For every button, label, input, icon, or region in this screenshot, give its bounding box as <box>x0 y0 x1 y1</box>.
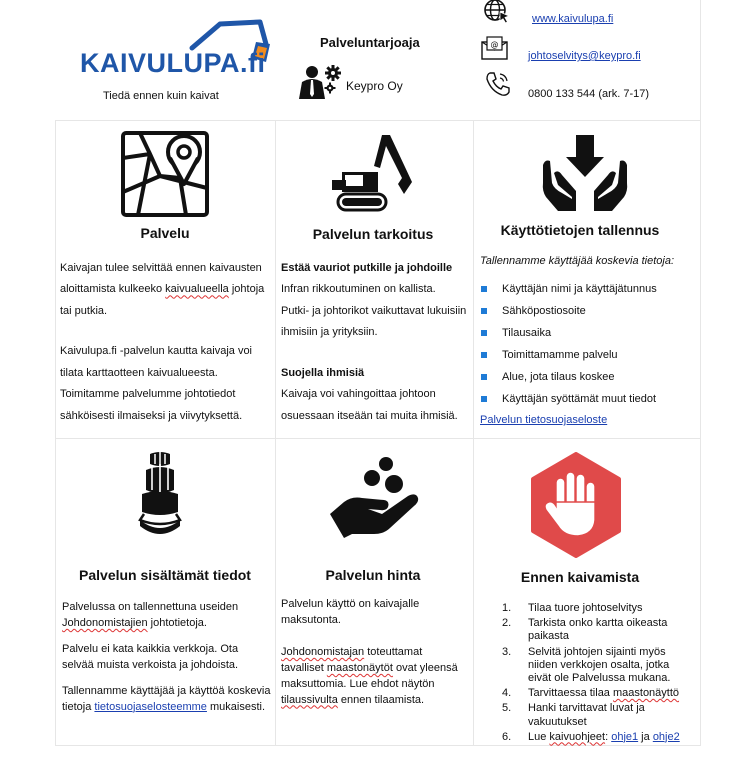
list-item <box>502 602 682 615</box>
step-text: Tarkista onko kartta oikeasta paikasta <box>528 617 668 643</box>
map-icon <box>120 128 210 223</box>
sisalto-p3a: Tallennamme käyttäjää ja käyttöä koskevia tietoja <box>62 684 271 713</box>
list-item <box>502 702 682 728</box>
tietosuojaselosteemme-link[interactable]: tietosuojaselosteemme <box>94 700 207 713</box>
hinta-p2e: tilaussivulta <box>281 693 338 706</box>
hinta-p1: Palvelun käyttö on kaivajalle maksutonta. <box>281 598 420 626</box>
globe-icon <box>483 0 511 29</box>
tarkoitus-h1: Estää vauriot putkille ja johdoille <box>281 262 453 274</box>
hinta-p2c: maastonäytöt <box>326 661 393 674</box>
palvelu-text <box>60 258 270 427</box>
tietosuojaseloste-link[interactable]: Palvelun tietosuojaseloste <box>480 414 608 426</box>
tagline: Tiedä ennen kuin kaivat <box>103 90 219 102</box>
palvelu-p2: Kaivulupa.fi -palvelun kautta kaivaja voi tilata karttaotteen kaivualueesta. Toimitamme palvelumme johtotiedot sähköisesti ilmaiseksi ja viivytyksettä. <box>60 345 253 422</box>
phone-number: 0800 133 544 (ark. 7-17) <box>528 88 650 100</box>
step-text-b: maastonäyttö <box>612 687 680 700</box>
tallennus-intro: Tallennamme käyttäjää koskevia tietoja: <box>480 255 675 267</box>
tallennus-title: Käyttötietojen tallennus <box>500 222 660 238</box>
palvelu-p1c: johtoja tai putkia. <box>60 283 265 317</box>
svg-text:@: @ <box>490 40 499 49</box>
list-item: Käyttäjän syöttämät muut tiedot <box>480 388 690 410</box>
tarkoitus-title: Palvelun tarkoitus <box>312 226 434 242</box>
tarkoitus-text <box>281 258 471 427</box>
tallennus-list <box>480 278 690 410</box>
logo <box>80 18 270 78</box>
hands-down-arrow-icon <box>540 135 630 216</box>
palvelu-p1a: Kaivajan tulee selvittää ennen kaivausten aloittamista kulkeeko <box>60 262 262 296</box>
provider-name: Keypro Oy <box>346 79 403 93</box>
list-item: Sähköpostiosoite <box>480 300 690 322</box>
tarkoitus-p2: Kaivaja voi vahingoittaa johtoon osuessaan itseään tai muita ihmisiä. <box>281 388 458 422</box>
sisalto-p1c: johtotietoja. <box>147 616 207 629</box>
provider-icon <box>296 64 342 100</box>
list-number: 3. <box>502 645 512 658</box>
provider-title: Palveluntarjoaja <box>320 35 420 50</box>
sisalto-title: Palvelun sisältämät tiedot <box>79 567 251 583</box>
list-number: 1. <box>502 602 512 614</box>
palvelu-title: Palvelu <box>140 225 190 241</box>
email-link[interactable]: johtoselvitys@keypro.fi <box>528 50 641 62</box>
list-item <box>502 731 682 744</box>
ohje2-link[interactable]: ohje2 <box>652 730 680 743</box>
step-and: ja <box>638 730 653 743</box>
step-text: Selvitä johtojen sijainti myös niiden verkkojen osalta, jotka eivät ole Palvelussa mukana. <box>528 645 671 684</box>
email-icon <box>481 36 509 65</box>
hinta-p2f: ennen tilaamista. <box>337 693 425 706</box>
list-item <box>502 646 682 686</box>
tarkoitus-p1b: Putki- ja johtorikot vaikuttavat lukuisiin ihmisiin ja yrityksiin. <box>281 304 467 339</box>
list-item: Alue, jota tilaus koskee <box>480 366 690 388</box>
list-number: 6. <box>502 730 512 743</box>
cable-icon <box>130 450 190 545</box>
hinta-text <box>281 597 466 709</box>
hinta-title: Palvelun hinta <box>325 567 421 583</box>
sisalto-p3c: mukaisesti. <box>206 700 266 713</box>
sisalto-p1a: Palvelussa on tallennettuna useiden <box>62 601 239 613</box>
list-number: 2. <box>502 617 512 630</box>
hinta-p2a: Johdonomistajan <box>281 645 365 658</box>
kaivuohjeet-text: kaivuohjeet <box>549 730 606 743</box>
palvelu-p1b: kaivualueella <box>165 283 229 296</box>
list-item: Toimittamamme palvelu <box>480 344 690 366</box>
stop-hand-icon <box>528 452 624 563</box>
list-item <box>502 617 682 643</box>
ohje1-link[interactable]: ohje1 <box>611 730 639 743</box>
excavator-icon <box>328 132 418 219</box>
step-sep: : <box>605 730 612 743</box>
sisalto-p2: Palvelu ei kata kaikkia verkkoja. Ota selvää muista verkoista ja johdoista. <box>62 642 239 671</box>
website-link[interactable]: www.kaivulupa.fi <box>532 13 614 25</box>
tarkoitus-h2: Suojella ihmisiä <box>281 366 365 379</box>
ennen-list <box>502 602 682 746</box>
step-text: Tilaa tuore johtoselvitys <box>528 602 643 614</box>
step-text: Lue <box>528 730 550 743</box>
logo-text: KAIVULUPA.fi <box>80 48 266 78</box>
list-item <box>502 687 682 700</box>
step-text: Tarvittaessa tilaa <box>528 687 613 700</box>
list-number: 5. <box>502 702 512 715</box>
phone-icon <box>485 71 511 102</box>
tarkoitus-p1a: Infran rikkoutuminen on kallista. <box>281 283 436 296</box>
step-text: Hanki tarvittavat luvat ja vakuutukset <box>528 702 645 728</box>
hinta-p2b: toteuttamat tavalliset <box>281 645 423 674</box>
hinta-p2d: ovat yleensä maksuttomia. Lue ehdot näytön <box>281 661 458 690</box>
list-number: 4. <box>502 687 512 700</box>
sisalto-text <box>62 600 272 716</box>
sisalto-p1b: Johdonomistajien <box>62 616 148 629</box>
ennen-title: Ennen kaivamista <box>520 569 640 585</box>
list-item: Tilausaika <box>480 322 690 344</box>
hand-coins-icon <box>328 454 420 543</box>
list-item: Käyttäjän nimi ja käyttäjätunnus <box>480 278 690 300</box>
